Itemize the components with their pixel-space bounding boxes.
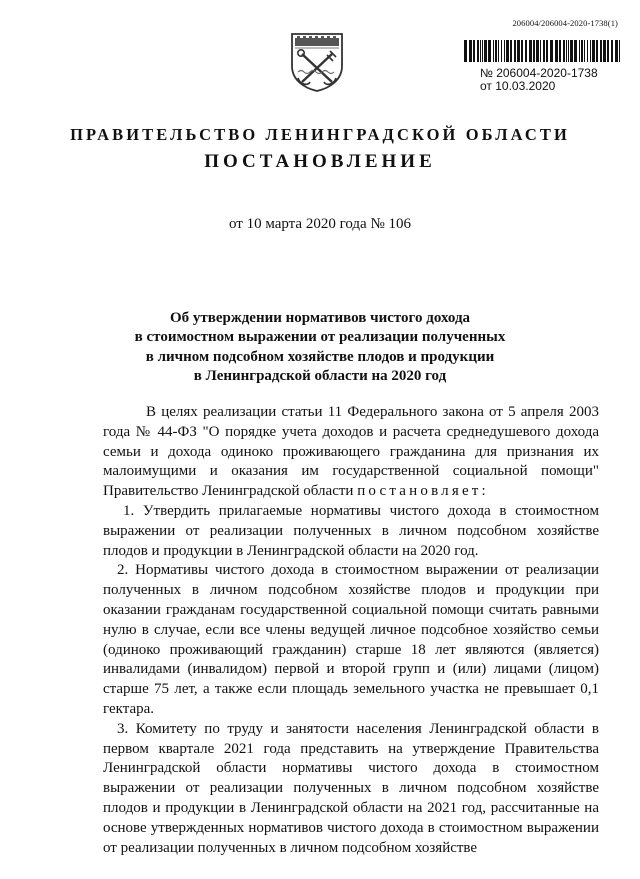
- barcode-bar: [521, 40, 523, 62]
- leningrad-oblast-coat-of-arms-icon: [286, 30, 348, 92]
- heading-line: Об утверждении нормативов чистого дохода: [169, 310, 471, 326]
- barcode-bar: [568, 40, 569, 62]
- barcode-bar: [600, 40, 602, 62]
- item-2-paragraph: 2. Нормативы чистого дохода в стоимостном выражении от реализации полученных в личном подсобном хозяйстве плодов и продукции при оказании гражданам государственной социальной помощи считать равными нулю в случае, если все члены ведущей личное подсобное хозяйство семьи (одиноко проживающий гражданин) старше 18 лет являются (является) инвалидами (инвалидом) первой и второй групп и (или) лицами (лицом) старше 75 лет, а также если площадь земельного участка не превышает 0,1 гектара.: [103, 562, 599, 717]
- barcode-bar: [555, 40, 558, 62]
- barcode-bar: [506, 40, 509, 62]
- barcode-bar: [493, 40, 494, 62]
- barcode-bar: [469, 40, 472, 62]
- barcode-icon: [464, 40, 620, 62]
- heading-line: в стоимостном выражении от реализации полученных: [134, 329, 506, 346]
- barcode-bar: [498, 40, 499, 62]
- document-body: [103, 403, 599, 858]
- government-title: ПРАВИТЕЛЬСТВО ЛЕНИНГРАДСКОЙ ОБЛАСТИ: [70, 125, 570, 144]
- barcode-bar: [464, 40, 467, 62]
- item-3-paragraph: 3. Комитету по труду и занятости населения Ленинградской области в первом квартале 2021 года представить на утверждение Правительства Ленинградской области нормативы чистого дохода в стоимостном выражении от реализации полученных в личном подсобном хозяйстве плодов и продукции в Ленинградской области на 2021 год, рассчитанные на основе утвержденных нормативов чистого дохода в стоимостном выражении от реализации полученных в личном подсобном хозяйстве: [103, 720, 599, 856]
- heading-line: в Ленинградской области на 2020 год: [193, 367, 447, 384]
- barcode-bar: [570, 40, 573, 62]
- barcode-bar: [584, 40, 585, 62]
- item-1-paragraph: 1. Утвердить прилагаемые нормативы чистого дохода в стоимостном выражении от реализации полученных в личном подсобном хозяйстве плодов и продукции в Ленинградской области на 2020 год.: [103, 502, 599, 559]
- registration-date: от 10.03.2020: [480, 79, 556, 93]
- barcode-bar: [587, 40, 588, 62]
- document-code: 206004/206004-2020-1738(1): [512, 18, 618, 28]
- barcode-bar: [529, 40, 532, 62]
- preamble-paragraph: [103, 403, 599, 502]
- barcode-bar: [473, 40, 475, 62]
- document-type: ПОСТАНОВЛЕНИЕ: [204, 151, 436, 172]
- barcode-bar: [550, 40, 553, 62]
- barcode-bar: [596, 40, 598, 62]
- barcode-bar: [603, 40, 606, 62]
- document-date-number: от 10 марта 2020 года № 106: [228, 216, 412, 232]
- barcode-bar: [484, 40, 487, 62]
- barcode-bar: [495, 40, 497, 62]
- barcode-bar: [590, 40, 591, 62]
- barcode-bar: [592, 40, 595, 62]
- barcode-bar: [536, 40, 539, 62]
- barcode-bar: [579, 40, 580, 62]
- barcode-bar: [619, 40, 620, 62]
- registration-number: № 206004-2020-1738: [480, 66, 598, 80]
- barcode-bar: [563, 40, 565, 62]
- barcode-bar: [488, 40, 491, 62]
- decree-word: постановляет:: [357, 483, 489, 500]
- preamble-text: В целях реализации статьи 11 Федерального закона от 5 апреля 2003 года № 44-ФЗ "О порядке учета доходов и расчета среднедушевого дохода семьи и дохода одиноко проживающего гражданина для признания их малоимущими и оказания им государственной социальной помощи" Правительство Ленинградской области: [103, 404, 599, 500]
- barcode-bar: [517, 40, 520, 62]
- barcode-bar: [504, 40, 505, 62]
- barcode-bar: [611, 40, 613, 62]
- barcode-bar: [510, 40, 512, 62]
- barcode-bar: [574, 40, 577, 62]
- barcode-bar: [525, 40, 527, 62]
- barcode-bar: [540, 40, 541, 62]
- barcode-bar: [480, 40, 481, 62]
- barcode-bar: [514, 40, 516, 62]
- barcode-bar: [581, 40, 583, 62]
- barcode-bar: [615, 40, 618, 62]
- barcode-bar: [482, 40, 483, 62]
- document-heading: [100, 309, 540, 386]
- barcode-bar: [559, 40, 561, 62]
- barcode-bar: [501, 40, 502, 62]
- barcode-bar: [477, 40, 479, 62]
- heading-line: в личном подсобном хозяйстве плодов и продукции: [145, 348, 495, 365]
- barcode-bar: [543, 40, 545, 62]
- barcode-bar: [607, 40, 609, 62]
- barcode-bar: [533, 40, 535, 62]
- barcode-bar: [566, 40, 567, 62]
- barcode-bar: [546, 40, 548, 62]
- registration-stamp: [464, 40, 620, 93]
